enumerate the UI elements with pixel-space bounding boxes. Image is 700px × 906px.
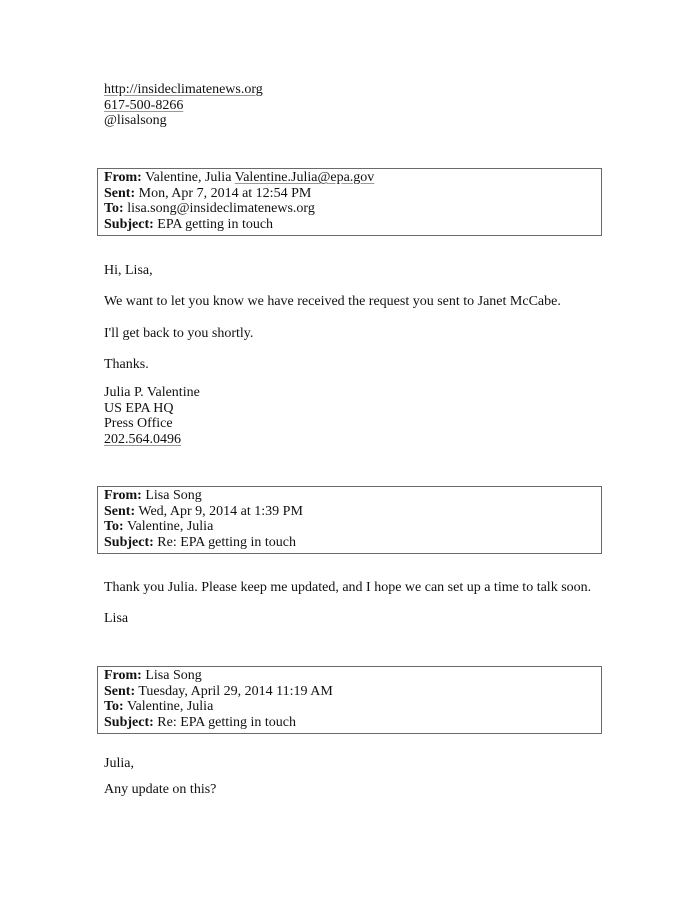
header-from bbox=[104, 488, 601, 504]
body-paragraph: Any update on this? bbox=[104, 782, 217, 797]
header-sent bbox=[104, 504, 601, 520]
header-to bbox=[104, 519, 601, 535]
email-header-1 bbox=[97, 168, 602, 236]
paragraph-wrapper bbox=[104, 580, 591, 596]
subject-value: EPA getting in touch bbox=[157, 216, 274, 232]
paragraph-wrapper bbox=[104, 782, 216, 798]
signature-org: US EPA HQ bbox=[104, 400, 174, 416]
from-label: From: bbox=[104, 668, 142, 683]
body-paragraph: I'll get back to you shortly. bbox=[104, 326, 254, 341]
signature-wrapper bbox=[104, 611, 128, 627]
sent-value: Mon, Apr 7, 2014 at 12:54 PM bbox=[138, 185, 312, 201]
subject-label: Subject: bbox=[104, 534, 154, 550]
sent-value: Tuesday, April 29, 2014 11:19 AM bbox=[138, 683, 333, 699]
from-email-link[interactable]: Valentine.Julia@epa.gov bbox=[234, 170, 375, 185]
from-label: From: bbox=[104, 488, 142, 503]
header-sent bbox=[104, 684, 601, 700]
body-paragraph: Thank you Julia. Please keep me updated, and I hope we can set up a time to talk soon. bbox=[104, 580, 592, 595]
julia-signature-block bbox=[104, 385, 200, 447]
header-subject bbox=[104, 535, 601, 551]
to-label: To: bbox=[104, 519, 124, 535]
body-paragraph: We want to let you know we have received the request you sent to Janet McCabe. bbox=[104, 294, 561, 309]
header-from bbox=[104, 668, 601, 684]
sent-label: Sent: bbox=[104, 185, 136, 201]
greeting: Julia, bbox=[104, 756, 134, 771]
header-sent bbox=[104, 186, 601, 202]
email-header-3 bbox=[97, 666, 602, 734]
signature-office: Press Office bbox=[104, 416, 173, 432]
to-value: Valentine, Julia bbox=[126, 699, 214, 715]
greeting-wrapper bbox=[104, 756, 134, 772]
from-value: Valentine, Julia bbox=[145, 170, 232, 185]
sender-signature-block bbox=[104, 82, 263, 129]
website-link[interactable]: http://insideclimatenews.org bbox=[104, 82, 263, 97]
header-from bbox=[104, 170, 601, 186]
header-to bbox=[104, 201, 601, 217]
from-label: From: bbox=[104, 170, 142, 185]
header-subject bbox=[104, 217, 601, 233]
paragraph-wrapper bbox=[104, 294, 561, 310]
greeting: Hi, Lisa, bbox=[104, 263, 153, 278]
signature-name: Julia P. Valentine bbox=[104, 385, 200, 400]
to-value: Valentine, Julia bbox=[126, 519, 214, 535]
signature-name: Lisa bbox=[104, 611, 129, 626]
from-value: Lisa Song bbox=[145, 668, 202, 683]
sent-label: Sent: bbox=[104, 503, 136, 519]
closing-wrapper bbox=[104, 357, 149, 373]
sent-value: Wed, Apr 9, 2014 at 1:39 PM bbox=[138, 503, 303, 519]
email-header-2 bbox=[97, 486, 602, 554]
signature-phone-link[interactable]: 202.564.0496 bbox=[104, 431, 181, 447]
subject-label: Subject: bbox=[104, 216, 154, 232]
from-value: Lisa Song bbox=[145, 488, 202, 503]
twitter-handle: @lisalsong bbox=[104, 113, 167, 129]
to-label: To: bbox=[104, 699, 124, 715]
email-body-1 bbox=[104, 263, 153, 279]
phone-link[interactable]: 617-500-8266 bbox=[104, 97, 184, 113]
closing: Thanks. bbox=[104, 357, 149, 372]
to-value: lisa.song@insideclimatenews.org bbox=[127, 201, 315, 217]
subject-value: Re: EPA getting in touch bbox=[157, 534, 296, 550]
paragraph-wrapper bbox=[104, 326, 253, 342]
header-subject bbox=[104, 715, 601, 731]
subject-label: Subject: bbox=[104, 714, 154, 730]
header-to bbox=[104, 699, 601, 715]
subject-value: Re: EPA getting in touch bbox=[157, 714, 296, 730]
to-label: To: bbox=[104, 201, 124, 217]
sent-label: Sent: bbox=[104, 683, 136, 699]
